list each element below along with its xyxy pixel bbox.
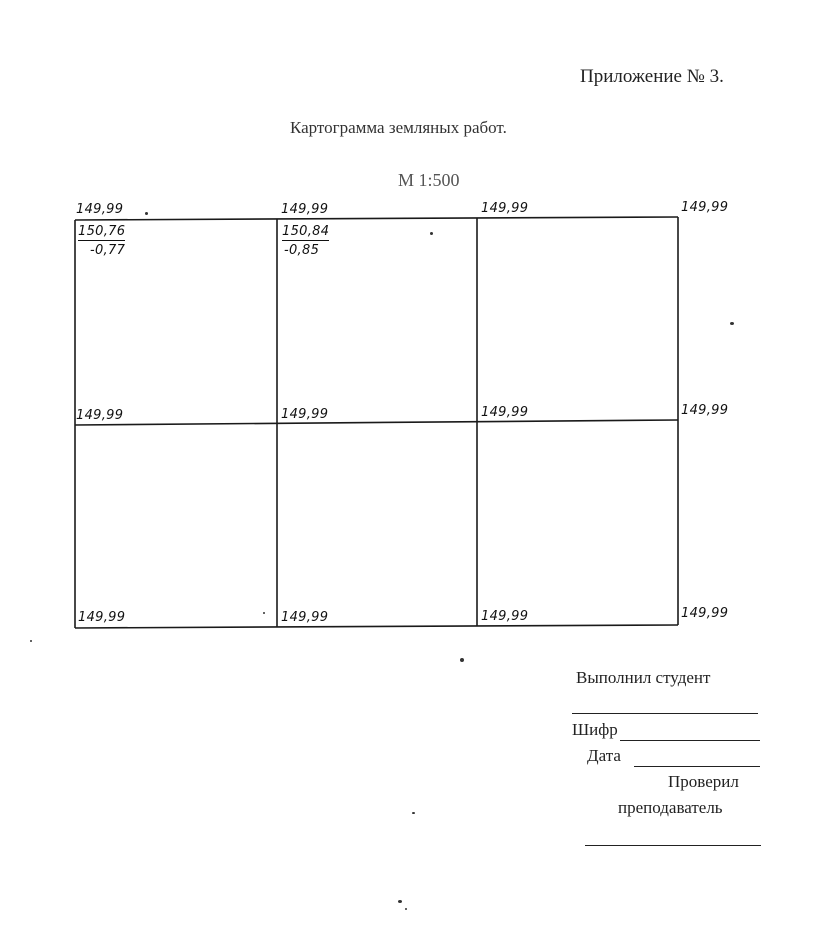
elevation-top-4: 149,99 [681, 200, 729, 215]
student-name-line [572, 713, 758, 714]
map-scale: М 1:500 [398, 170, 460, 190]
cell-1-working-mark: -0,77 [90, 243, 126, 258]
date-line [634, 766, 760, 767]
scan-speck [398, 900, 402, 903]
grid-line-middle [75, 420, 678, 425]
elevation-bottom-4: 149,99 [681, 606, 729, 621]
elevation-top-3: 149,99 [481, 201, 529, 216]
scan-speck [430, 232, 433, 235]
elevation-middle-2: 149,99 [281, 407, 329, 422]
scan-speck [263, 612, 265, 614]
cell-1-design-elevation: 150,76 [78, 224, 126, 239]
grid-line-bottom [75, 625, 678, 628]
performed-by-label: Выполнил студент [576, 668, 711, 687]
scan-speck [460, 658, 464, 662]
document-title: Картограмма земляных работ. [290, 118, 507, 137]
scan-speck [30, 640, 32, 642]
elevation-middle-4: 149,99 [681, 403, 729, 418]
code-label: Шифр [572, 720, 618, 739]
teacher-label: преподаватель [618, 798, 723, 817]
checked-by-label: Проверил [668, 772, 739, 791]
elevation-middle-1: 149,99 [76, 408, 124, 423]
elevation-bottom-3: 149,99 [481, 609, 529, 624]
scan-speck [145, 212, 148, 215]
scan-speck [405, 908, 407, 910]
date-label: Дата [587, 746, 621, 765]
code-line [620, 740, 760, 741]
cell-2-working-mark: -0,85 [284, 243, 320, 258]
scan-speck [412, 812, 415, 814]
elevation-top-2: 149,99 [281, 202, 329, 217]
scan-speck [730, 322, 734, 325]
cell-2-design-elevation: 150,84 [282, 224, 330, 239]
elevation-top-1: 149,99 [76, 202, 124, 217]
grid-line-top [75, 217, 678, 220]
teacher-name-line [585, 845, 761, 846]
elevation-bottom-1: 149,99 [78, 610, 126, 625]
appendix-number: Приложение № 3. [580, 66, 724, 87]
elevation-middle-3: 149,99 [481, 405, 529, 420]
elevation-bottom-2: 149,99 [281, 610, 329, 625]
